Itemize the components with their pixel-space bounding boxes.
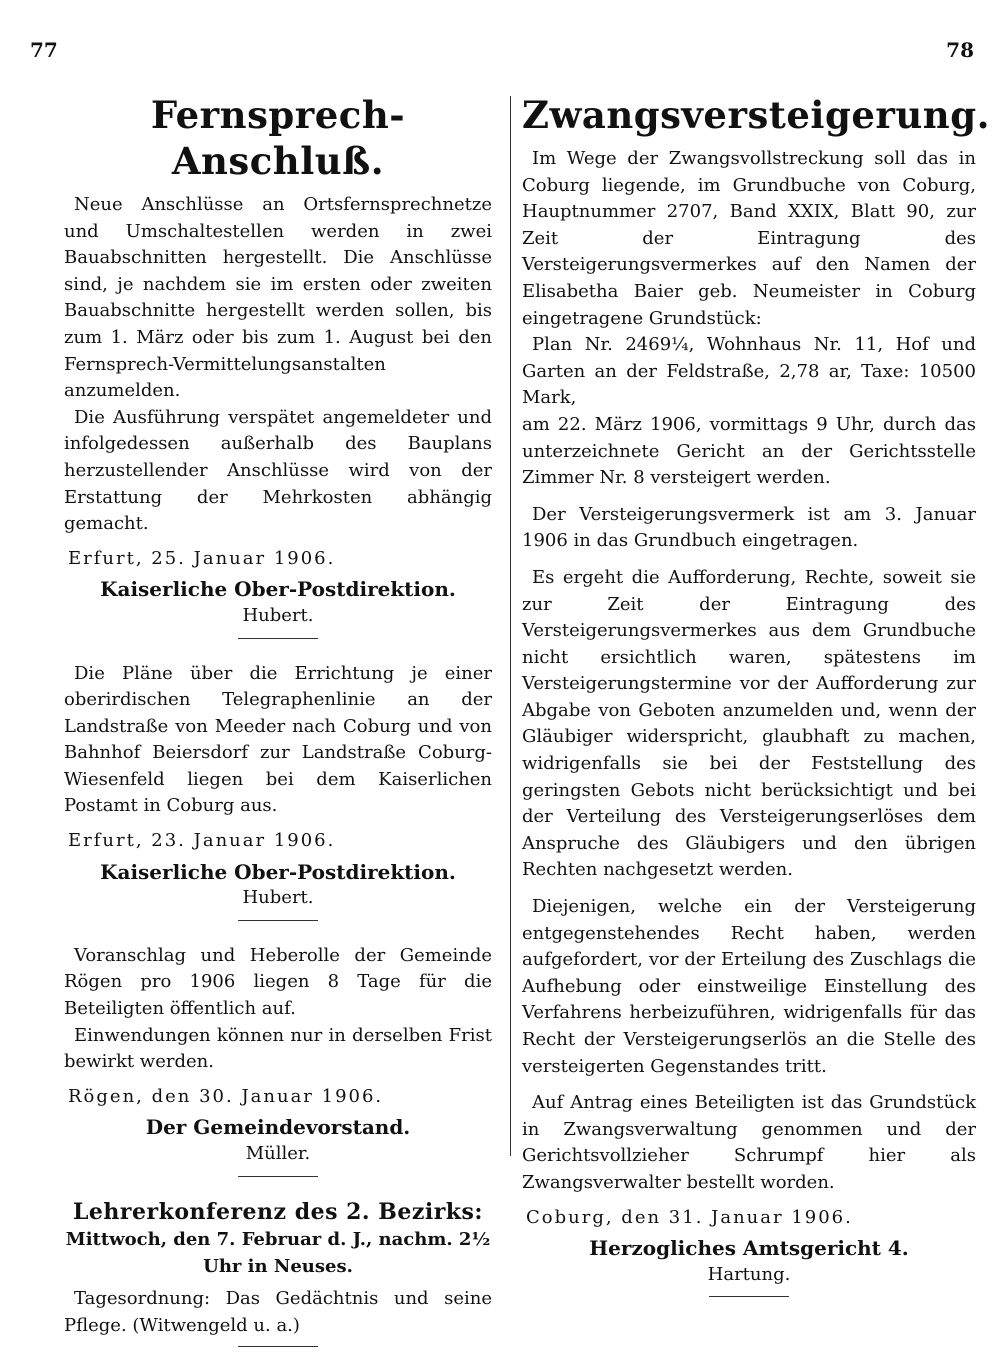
notice-paragraph: am 22. März 1906, vormittags 9 Uhr, durch das unterzeichnete Gericht an der Gerichtsstelle Zimmer Nr. 8 versteigert werden. — [522, 413, 976, 489]
signer-name: Hubert. — [242, 887, 314, 909]
notice-paragraph: Neue Anschlüsse an Ortsfernsprechnetze und Umschaltestellen werden in zwei Bauabschnitten hergestellt. Die Anschlüsse sind, je nachdem sie im ersten oder zweiten Bauabschnitte hergestellt werden sollen, bis zum 1. März oder bis zum 1. August bei den Fernsprech-Vermittelungsanstalten anzumelden. — [64, 194, 492, 402]
notice-paragraph: Im Wege der Zwangsvollstreckung soll das in Coburg liegende, im Grundbuche von Coburg, Hauptnummer 2707, Band XXIX, Blatt 90, zur Zeit der Eintragung des Versteigerungsvermerkes auf den Namen der Elisabetha Baier geb. Neumeister in Coburg eingetragene Grundstück: — [522, 148, 976, 329]
place-date: Erfurt, 25. Januar 1906. — [68, 547, 336, 569]
separator-rule — [238, 1346, 318, 1347]
place-date: Rögen, den 30. Januar 1906. — [68, 1085, 384, 1107]
spacer — [522, 1080, 976, 1090]
spacer — [522, 884, 976, 894]
conference-date: Mittwoch, den 7. Februar d. J., nachm. 2½ Uhr in Neuses. — [65, 1229, 491, 1277]
notice-paragraph: Es ergeht die Aufforderung, Rechte, soweit sie zur Zeit der Eintragung des Versteigerungsvermerkes aus dem Grundbuche nicht ersichtlich waren, spätestens im Versteigerungstermine vor der Aufforderung zur Abgabe von Geboten anzumelden und, wenn der Gläubiger widerspricht, glaubhaft zu machen, widrigenfalls sie bei der Feststellung des geringsten Gebots nicht berücksichtigt und bei der Verteilung des Versteigerungserlöses dem Anspruche des Gläubigers und den übrigen Rechten nachgesetzt werden. — [522, 566, 976, 881]
notice-paragraph: Der Versteigerungsvermerk ist am 3. Januar 1906 in das Grundbuch eingetragen. — [522, 503, 976, 552]
notice-paragraph: Die Pläne über die Errichtung je einer oberirdischen Telegraphenlinie an der Landstraße von Meeder nach Coburg und von Bahnhof Beiersdorf zur Landstraße Coburg-Wiesenfeld liegen bei dem Kaiserlichen Postamt in Coburg aus. — [64, 662, 492, 817]
page-number-right: 78 — [946, 38, 974, 62]
signer-name: Hartung. — [707, 1263, 791, 1285]
column-divider — [510, 96, 511, 1156]
separator-rule — [709, 1296, 789, 1297]
signer-name: Hubert. — [242, 604, 314, 626]
authority-signature: Kaiserliche Ober-Postdirektion. — [100, 859, 456, 884]
place-date: Erfurt, 23. Januar 1906. — [68, 830, 336, 852]
separator-rule — [238, 920, 318, 921]
notice-title-telephone: Fernsprech-Anschluß. — [150, 93, 406, 183]
notice-paragraph: Auf Antrag eines Beteiligten ist das Grundstück in Zwangsverwaltung genommen und der Gerichtsvollzieher Schrumpf hier als Zwangsverwalter bestellt worden. — [522, 1092, 976, 1193]
authority-signature: Kaiserliche Ober-Postdirektion. — [100, 577, 456, 602]
separator-rule — [238, 1176, 318, 1177]
notice-paragraph: Die Ausführung verspätet angemeldeter und infolgedessen außerhalb des Bauplans herzustellender Anschlüsse wird von der Erstattung der Mehrkosten abhängig gemacht. — [64, 406, 492, 535]
notice-title-auction: Zwangsversteigerung. — [522, 93, 990, 137]
page-number-left: 77 — [30, 38, 58, 62]
signer-name: Müller. — [245, 1143, 311, 1164]
place-date: Coburg, den 31. Januar 1906. — [526, 1206, 853, 1228]
conference-title: Lehrerkonferenz des 2. Bezirks: — [72, 1198, 484, 1225]
notice-paragraph: Plan Nr. 2469¼, Wohnhaus Nr. 11, Hof und Garten an der Feldstraße, 2,78 ar, Taxe: 10500 Mark, — [522, 334, 976, 409]
authority-signature: Der Gemeindevorstand. — [145, 1115, 411, 1140]
separator-rule — [238, 638, 318, 639]
authority-signature: Herzogliches Amtsgericht 4. — [589, 1236, 909, 1261]
right-column — [522, 88, 990, 1319]
notice-paragraph: Diejenigen, welche ein der Versteigerung entgegenstehendes Recht haben, werden aufgefordert, vor der Erteilung des Zuschlags die Aufhebung oder einstweilige Einstellung des Verfahrens herbeizuführen, widrigenfalls für das Recht der Versteigerungserlös an die Stelle des versteigerten Gegenstandes tritt. — [522, 896, 976, 1077]
conference-agenda: Tagesordnung: Das Gedächtnis und seine Pflege. (Witwengeld u. a.) — [64, 1288, 492, 1336]
notice-paragraph: Einwendungen können nur in derselben Frist bewirkt werden. — [64, 1024, 492, 1073]
notice-paragraph: Voranschlag und Heberolle der Gemeinde Rögen pro 1906 liegen 8 Tage für die Beteiligten öffentlich auf. — [64, 944, 492, 1020]
left-column — [64, 88, 492, 1369]
spacer — [522, 492, 976, 502]
spacer — [522, 555, 976, 565]
